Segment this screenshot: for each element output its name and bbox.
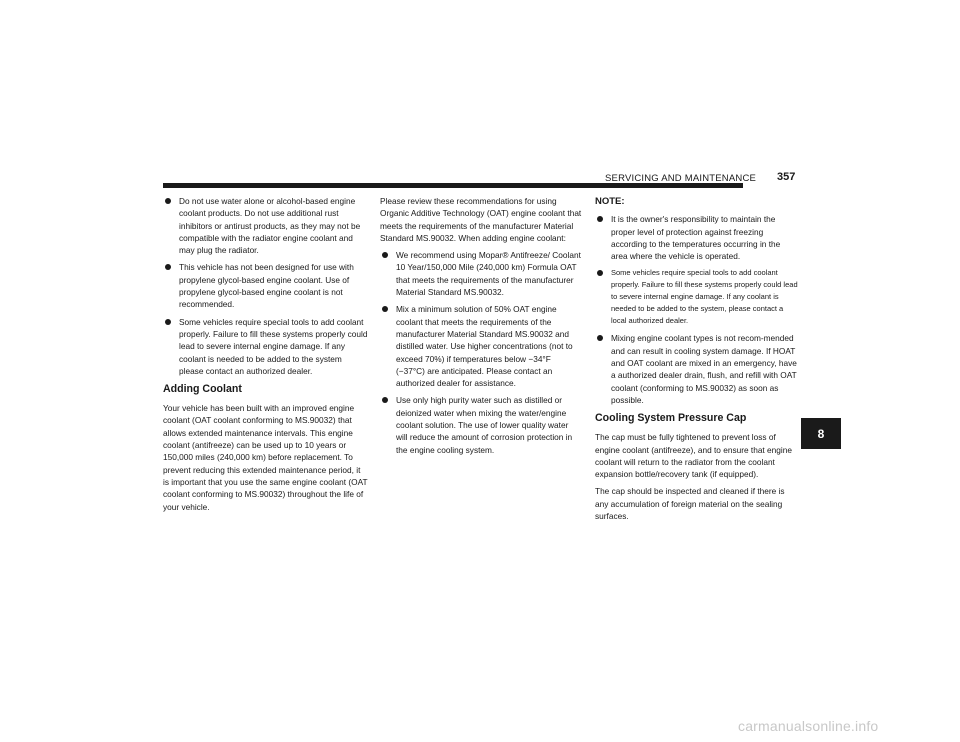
list-item: Do not use water alone or alcohol-based engine coolant products. Do not use additional rust inhibitors or antirust products, as they may not be compatible with the radiator engine coolant and may plug the radiator. [163, 195, 368, 256]
list-item: Use only high purity water such as distilled or deionized water when mixing the water/engine coolant solution. The use of lower quality water will reduce the amount of corrosion protection in the engine cooling system. [380, 394, 582, 455]
column-right [595, 195, 798, 527]
warning-list [163, 195, 368, 377]
column-middle [380, 195, 582, 461]
note-list [595, 213, 798, 406]
paragraph-pressure-cap-1: The cap must be fully tightened to prevent loss of engine coolant (antifreeze), and to ensure that engine coolant will return to the radiator from the coolant expansion bottle/recovery tank (if equipped). [595, 432, 792, 480]
bullet-icon [382, 397, 388, 403]
bullet-icon [597, 335, 603, 341]
heading-adding-coolant: Adding Coolant [163, 383, 242, 396]
bullet-icon [382, 252, 388, 258]
bullet-icon [597, 216, 603, 222]
chapter-tab: 8 [801, 418, 841, 449]
note-heading: NOTE: [595, 196, 625, 207]
bullet-icon [165, 319, 171, 325]
list-item: It is the owner's responsibility to maintain the proper level of protection against freezing according to the temperatures occurring in the area where the vehicle is operated. [595, 213, 798, 262]
recommendation-list [380, 249, 582, 456]
list-item: Some vehicles require special tools to add coolant properly. Failure to fill these systems properly could lead to severe internal engine damage. If any coolant is needed to be added to the system please contact an authorized dealer. [163, 316, 368, 377]
list-item: This vehicle has not been designed for use with propylene glycol-based engine coolant. Use of propylene glycol-based engine coolant is not recommended. [163, 261, 368, 310]
page-number: 357 [777, 171, 796, 183]
bullet-icon [597, 270, 603, 276]
list-item: Mixing engine coolant types is not recom-mended and can result in cooling system damage. If HOAT and OAT coolant are mixed in an emergency, have a authorized dealer drain, flush, and refill with OAT coolant (conforming to MS.90032) as soon as possible. [595, 332, 798, 406]
paragraph-pressure-cap-2: The cap should be inspected and cleaned if there is any accumulation of foreign material on the sealing surfaces. [595, 486, 785, 522]
column-left [163, 195, 368, 518]
paragraph-recommendations: Please review these recommendations for using Organic Additive Technology (OAT) engine coolant that meets the requirements of the manufacturer Material Standard MS.90032. When adding engine coolant: [380, 196, 582, 243]
heading-pressure-cap: Cooling System Pressure Cap [595, 412, 747, 425]
section-title: SERVICING AND MAINTENANCE [605, 173, 757, 184]
bullet-icon [165, 264, 171, 270]
paragraph-adding-coolant: Your vehicle has been built with an improved engine coolant (OAT coolant conforming to MS.90032) that allows extended maintenance intervals. This engine coolant (antifreeze) can be used up to 10 years or 150,000 miles (240,000 km) before replacement. To prevent reducing this extended maintenance period, it is important that you use the same engine coolant (OAT coolant conforming to MS.90032) throughout the life of your vehicle. [163, 403, 368, 512]
list-item: We recommend using Mopar® Antifreeze/ Coolant 10 Year/150,000 Mile (240,000 km) Formula OAT that meets the requirements of the manufacturer Material Standard MS.90032. [380, 249, 582, 298]
bullet-icon [165, 198, 171, 204]
bullet-icon [382, 306, 388, 312]
list-item: Mix a minimum solution of 50% OAT engine coolant that meets the requirements of the manufacturer Material Standard MS.90032 and distilled water. Use higher concentrations (not to exceed 70%) if temperatures below −34°F (−37°C) are anticipated. Please contact an authorized dealer for assistance. [380, 303, 582, 389]
watermark-text: carmanualsonline.info [738, 718, 879, 734]
list-item: Some vehicles require special tools to add coolant properly. Failure to fill these systems properly could lead to severe internal engine damage. If any coolant is needed to be added to the system, please contact a local authorized dealer. [595, 267, 798, 327]
